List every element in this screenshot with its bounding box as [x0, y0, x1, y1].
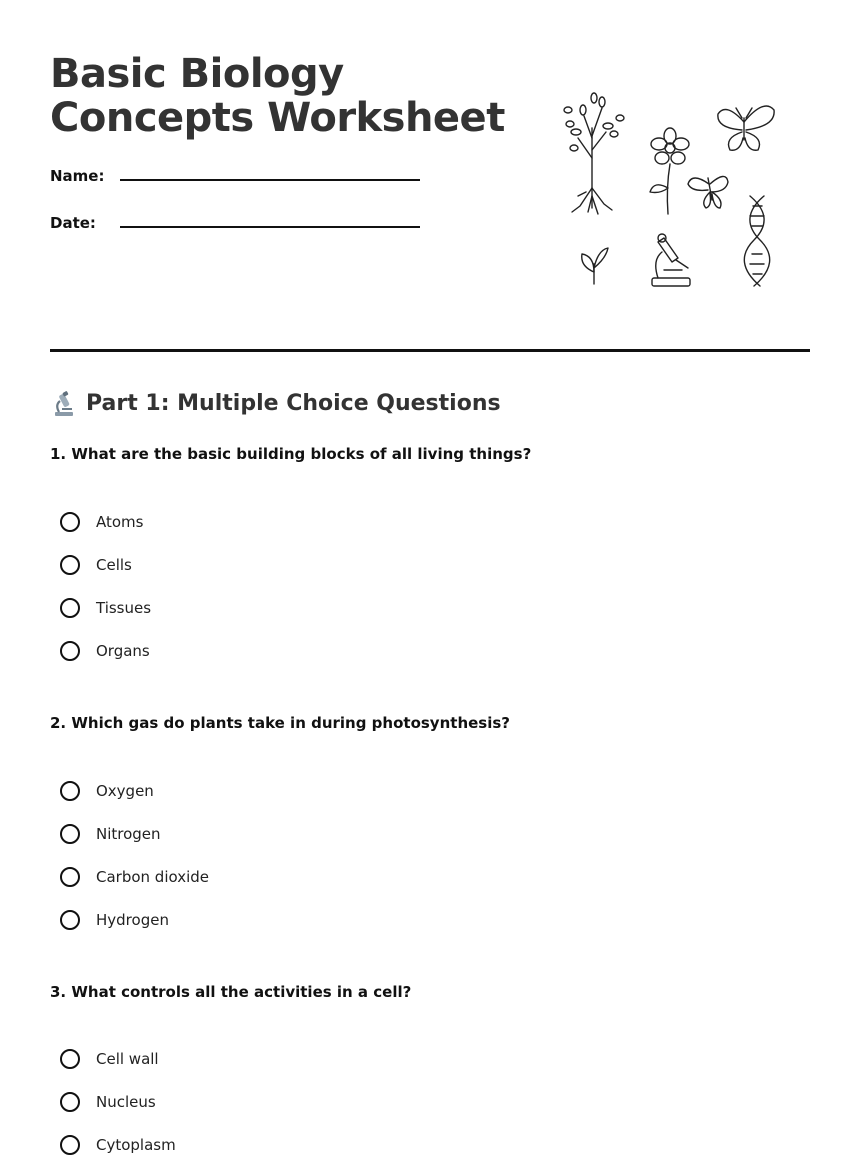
q3-option-2[interactable]	[60, 1089, 156, 1115]
radio-button[interactable]	[60, 781, 80, 801]
option-label: Hydrogen	[96, 911, 169, 929]
date-field[interactable]	[50, 214, 430, 244]
q2-option-4[interactable]	[60, 907, 169, 933]
tree-icon	[564, 93, 624, 214]
date-label: Date:	[50, 214, 96, 232]
option-label: Nitrogen	[96, 825, 161, 843]
q1-option-2[interactable]	[60, 552, 132, 578]
q1-option-4[interactable]	[60, 638, 150, 664]
option-label: Oxygen	[96, 782, 154, 800]
q3-option-1[interactable]	[60, 1046, 159, 1072]
q2-option-2[interactable]	[60, 821, 161, 847]
option-label: Cytoplasm	[96, 1136, 176, 1154]
flower-icon	[650, 128, 689, 214]
radio-button[interactable]	[60, 1049, 80, 1069]
radio-button[interactable]	[60, 867, 80, 887]
part1-heading-text: Part 1: Multiple Choice Questions	[86, 391, 501, 416]
question-3: 3. What controls all the activities in a cell?	[50, 983, 412, 1001]
radio-button[interactable]	[60, 1135, 80, 1155]
option-label: Atoms	[96, 513, 144, 531]
name-field[interactable]	[50, 167, 430, 197]
q2-option-1[interactable]	[60, 778, 154, 804]
option-label: Organs	[96, 642, 150, 660]
q1-option-1[interactable]	[60, 509, 143, 535]
radio-button[interactable]	[60, 512, 80, 532]
section-divider	[50, 349, 810, 352]
radio-button[interactable]	[60, 824, 80, 844]
microscope-icon	[50, 390, 78, 418]
biology-illustration	[550, 88, 790, 298]
name-line[interactable]	[120, 179, 420, 181]
option-label: Cells	[96, 556, 132, 574]
option-label: Nucleus	[96, 1093, 156, 1111]
radio-button[interactable]	[60, 555, 80, 575]
radio-button[interactable]	[60, 910, 80, 930]
q3-option-3[interactable]	[60, 1132, 176, 1158]
butterfly-icon	[688, 176, 728, 208]
radio-button[interactable]	[60, 1092, 80, 1112]
q2-option-3[interactable]	[60, 864, 209, 890]
question-1: 1. What are the basic building blocks of all living things?	[50, 445, 532, 463]
option-label: Carbon dioxide	[96, 868, 210, 886]
question-2: 2. Which gas do plants take in during photosynthesis?	[50, 714, 510, 732]
radio-button[interactable]	[60, 598, 80, 618]
name-label: Name:	[50, 167, 105, 185]
date-line[interactable]	[120, 226, 420, 228]
radio-button[interactable]	[60, 641, 80, 661]
dna-icon	[744, 196, 769, 286]
option-label: Cell wall	[96, 1050, 159, 1068]
butterfly-icon	[718, 106, 774, 150]
microscope-icon	[652, 234, 690, 286]
option-label: Tissues	[96, 599, 152, 617]
part1-heading	[50, 388, 501, 420]
q1-option-3[interactable]	[60, 595, 151, 621]
sprout-icon	[582, 248, 608, 284]
page-title: Basic Biology Concepts Worksheet	[50, 51, 505, 141]
